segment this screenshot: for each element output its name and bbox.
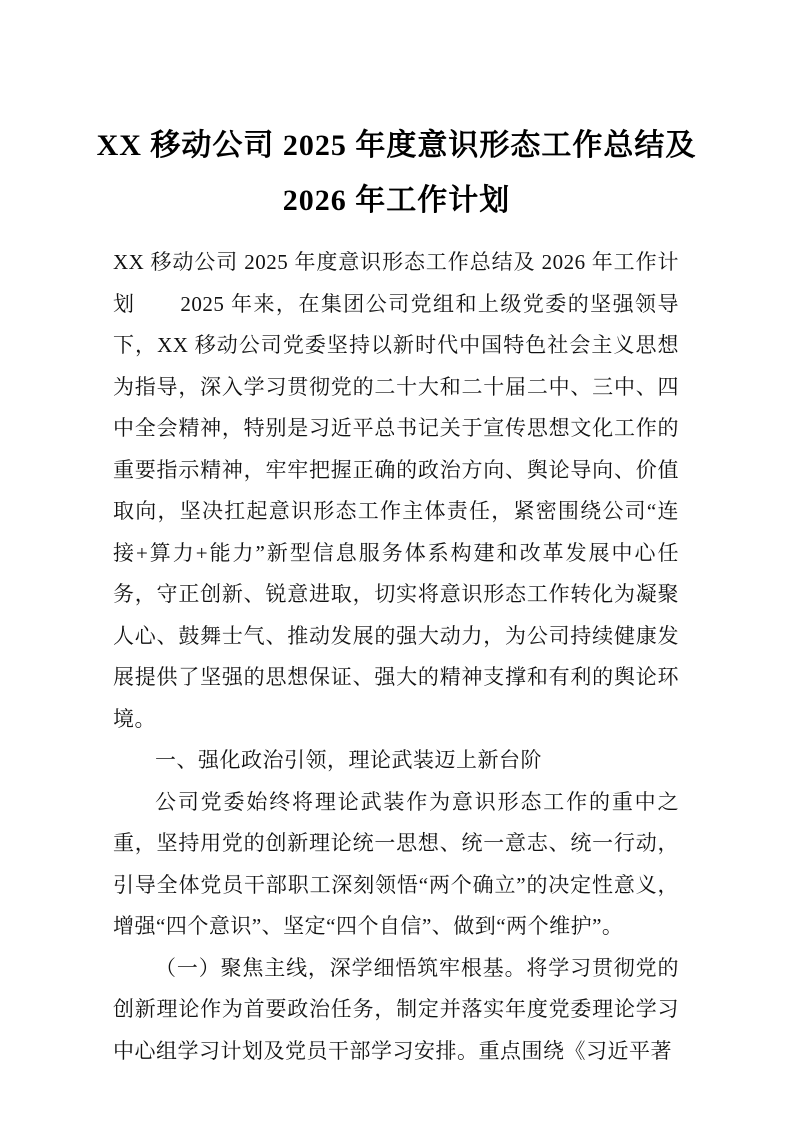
paragraph-subsection-focus-mainline: （一）聚焦主线，深学细悟筑牢根基。将学习贯彻党的创新理论作为首要政治任务，制定并落实年度党委理论学习中心组学习计划及党员干部学习安排。重点围绕《习近平著: [113, 955, 679, 1063]
document-title: [0, 0, 793, 228]
section-heading-political-guidance: 一、强化政治引领，理论武装迈上新台阶: [155, 748, 542, 772]
document-body: [113, 242, 679, 1072]
document-title-line-2: 2026 年工作计划: [282, 184, 511, 217]
document-title-line-1: XX 移动公司 2025 年度意识形态工作总结及: [96, 129, 697, 162]
paragraph-intro-summary: XX 移动公司 2025 年度意识形态工作总结及 2026 年工作计划 2025 年来，在集团公司党组和上级党委的坚强领导下，XX 移动公司党委坚持以新时代中国特色社会主义思想为指导，深入学习贯彻党的二十大和二十届二中、三中、四中全会精神，特别是习近平总书记关于宣传思想文化工作的重要指示精神，牢牢把握正确的政治方向、舆论导向、价值取向，坚决扛起意识形态工作主体责任，紧密围绕公司“连接+算力+能力”新型信息服务体系构建和改革发展中心任务，守正创新、锐意进取，切实将意识形态工作转化为凝聚人心、鼓舞士气、推动发展的强大动力，为公司持续健康发展提供了坚强的思想保证、强大的精神支撑和有利的舆论环境。: [113, 250, 679, 731]
paragraph-theory-armament: 公司党委始终将理论武装作为意识形态工作的重中之重，坚持用党的创新理论统一思想、统一意志、统一行动，引导全体党员干部职工深刻领悟“两个确立”的决定性意义，增强“四个意识”、坚定“四个自信”、做到“两个维护”。: [113, 789, 679, 938]
